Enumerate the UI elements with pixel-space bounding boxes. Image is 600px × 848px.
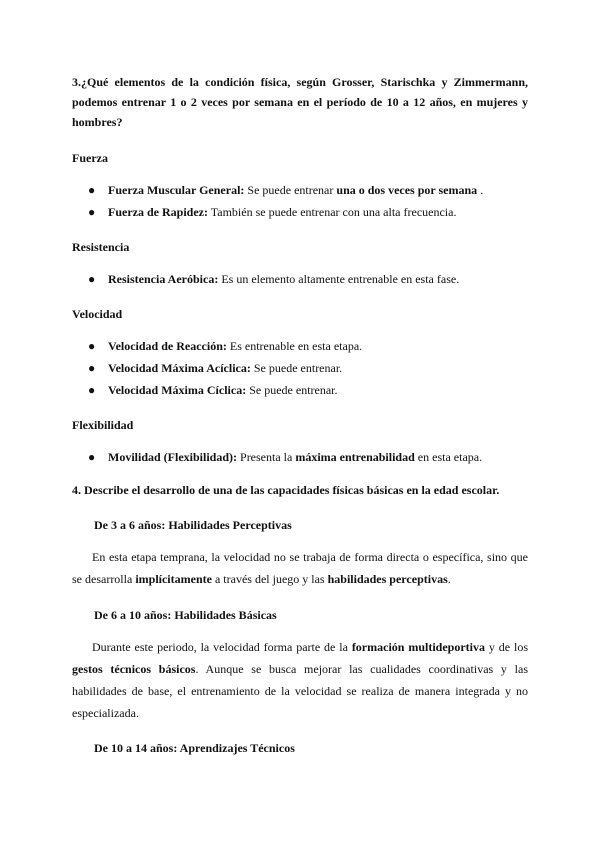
list-item: ● Movilidad (Flexibilidad): Presenta la máxima entrenabilidad en esta etapa.	[88, 450, 483, 464]
stage-title-10-14: De 10 a 14 años: Aprendizajes Técnicos	[94, 741, 295, 755]
stage-paragraph-6-10: Durante este periodo, la velocidad forma parte de la formación multideportiva y de los gestos técnicos básicos. Aunque se busca mejorar las cualidades coordinativas y las habilidades de base, el entrenamiento de la velocidad se realiza de manera integrada y no especializada.	[72, 640, 528, 720]
heading-resistencia: Resistencia	[72, 240, 130, 254]
question-3: 3.¿Qué elementos de la condición física, según Grosser, Starischka y Zimmermann, podemos entrenar 1 o 2 veces por semana en el período de 10 a 12 años, en mujeres y hombres?	[72, 75, 528, 129]
stage-paragraph-3-6: En esta etapa temprana, la velocidad no se trabaja de forma directa o específica, sino que se desarrolla implícitamente a través del juego y las habilidades perceptivas.	[72, 550, 528, 586]
list-item: ● Velocidad Máxima Cíclica: Se puede entrenar.	[88, 383, 338, 397]
bullet-icon: ●	[88, 205, 96, 219]
heading-flexibilidad: Flexibilidad	[72, 418, 134, 432]
list-item: ● Velocidad de Reacción: Es entrenable en esta etapa.	[88, 339, 363, 353]
list-item: ● Resistencia Aeróbica: Es un elemento altamente entrenable en esta fase.	[88, 272, 460, 286]
question-4: 4. Describe el desarrollo de una de las capacidades físicas básicas en la edad escolar.	[72, 483, 500, 497]
stage-title-6-10: De 6 a 10 años: Habilidades Básicas	[94, 608, 277, 622]
bullet-icon: ●	[88, 183, 96, 197]
bullet-icon: ●	[88, 339, 96, 353]
list-item: ● Fuerza de Rapidez: También se puede entrenar con una alta frecuencia.	[88, 205, 457, 219]
bullet-icon: ●	[88, 272, 96, 286]
bullet-icon: ●	[88, 450, 96, 464]
stage-title-3-6: De 3 a 6 años: Habilidades Perceptivas	[94, 518, 292, 532]
bullet-icon: ●	[88, 361, 96, 375]
heading-velocidad: Velocidad	[72, 307, 123, 321]
bullet-icon: ●	[88, 383, 96, 397]
list-item: ● Velocidad Máxima Acíclica: Se puede entrenar.	[88, 361, 343, 375]
heading-fuerza: Fuerza	[72, 151, 108, 165]
list-item: ● Fuerza Muscular General: Se puede entrenar una o dos veces por semana .	[88, 183, 484, 197]
